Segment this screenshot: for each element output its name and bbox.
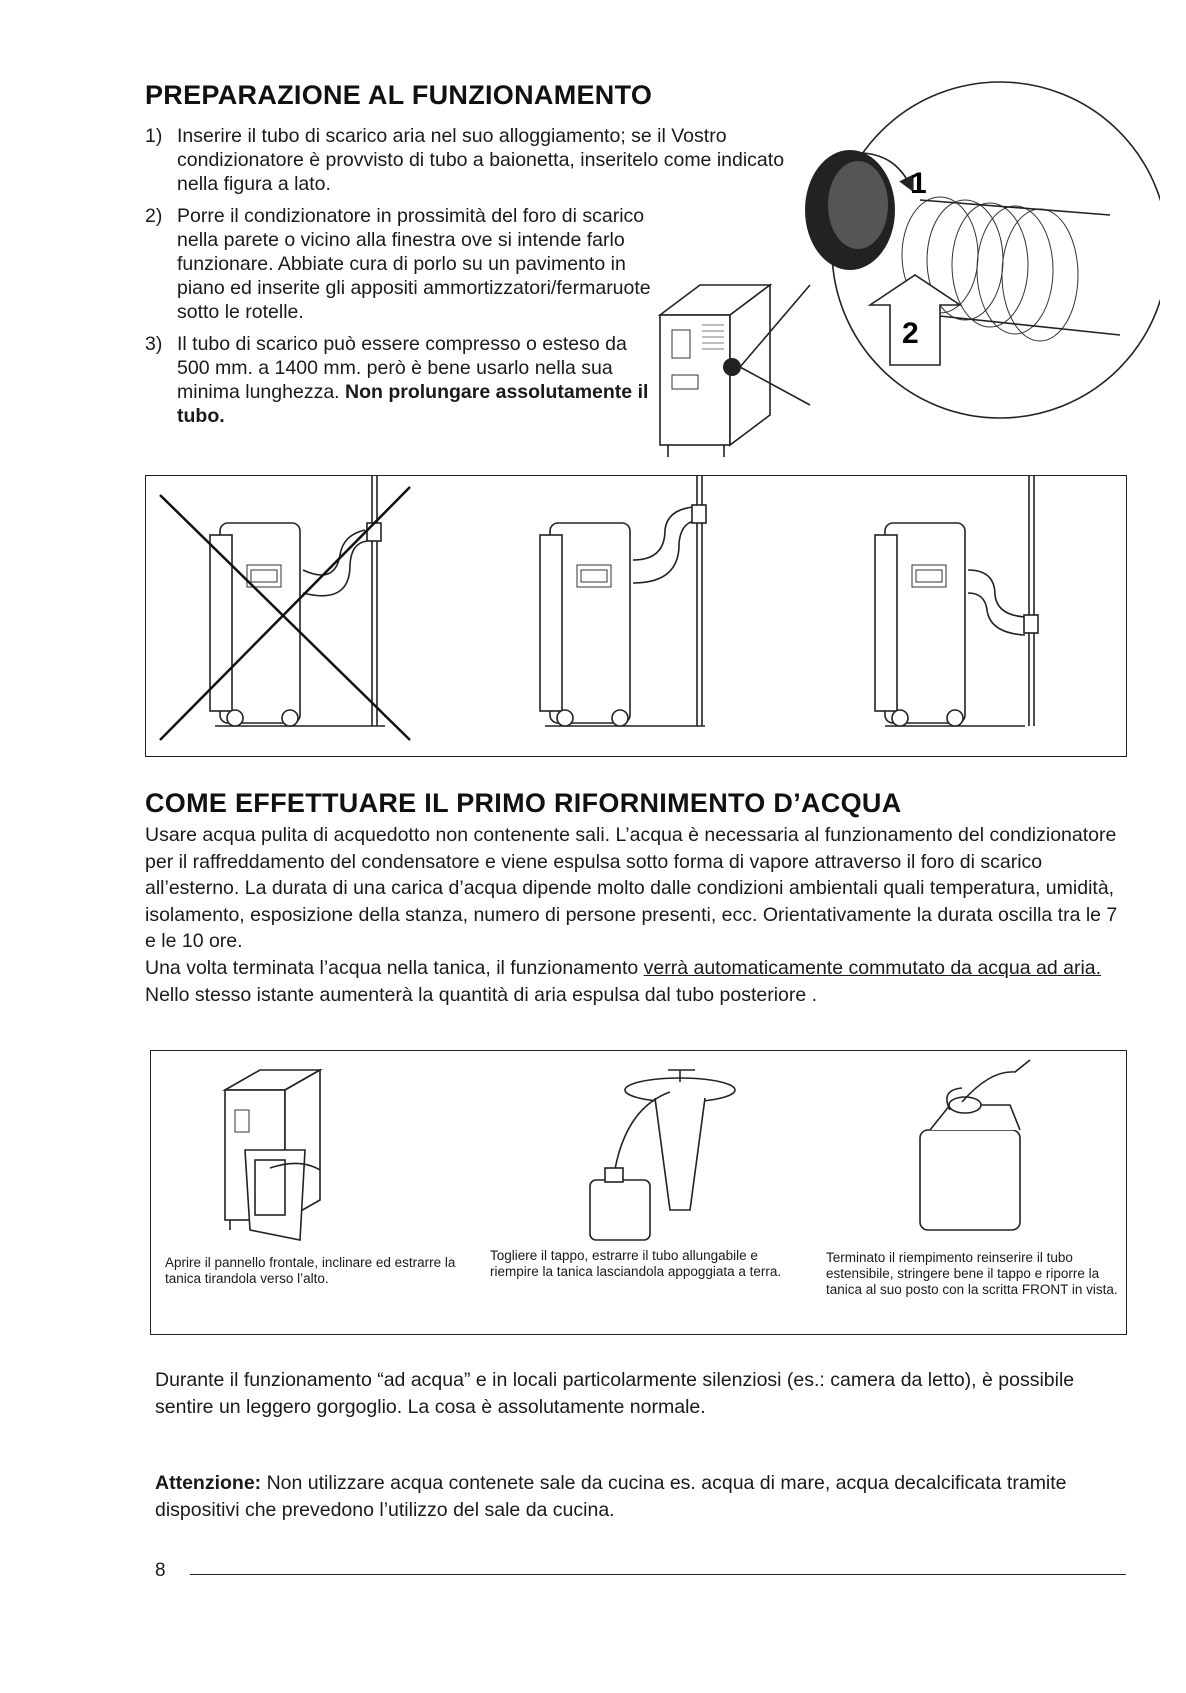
- fill-tank-figure: [590, 1070, 735, 1240]
- auto-switch-paragraph: [145, 955, 1123, 1008]
- hose-installation-illustration: [640, 75, 1160, 465]
- section-title-preparazione: PREPARAZIONE AL FUNZIONAMENTO: [145, 80, 653, 110]
- step-number: 2): [145, 205, 163, 227]
- step-warning-bold: Non prolungare assolutamente il tubo.: [177, 381, 649, 427]
- close-tank-figure: [920, 1060, 1030, 1230]
- tank-step-caption-1: Aprire il pannello frontale, inclinare ed estrarre la tanica tirandola verso l’alto.: [165, 1255, 456, 1286]
- setup-step-3: [145, 332, 657, 428]
- tank-step-caption-3: Terminato il riempimento reinserire il tubo estensibile, stringere bene il tappo e riporre la tanica al suo posto con la scritta FRONT in vista.: [826, 1250, 1118, 1297]
- tank-step-caption-2: Togliere il tappo, estrarre il tubo allungabile e riempire la tanica lasciandola appoggiata a terra.: [490, 1248, 782, 1279]
- tank-procedure-illustrations: [150, 1050, 1127, 1260]
- installation-positions-illustration: [145, 475, 1127, 757]
- warning-text: Non utilizzare acqua contenete sale da cucina es. acqua di mare, acqua decalcificata tramite dispositivi che prevedono l’utilizzo del sale da cucina.: [155, 1472, 1067, 1521]
- arrow-label-2: 2: [902, 317, 919, 350]
- open-panel-figure: [225, 1070, 320, 1240]
- step-number: 1): [145, 125, 163, 147]
- water-usage-paragraph: Usare acqua pulita di acquedotto non contenente sali. L’acqua è necessaria al funzionamento del condizionatore per il raffreddamento del condensatore e viene espulsa sotto forma di vapore attraverso il foro di scarico all’esterno. La durata di una carica d’acqua dipende molto dalle condizioni ambientali quali temperatura, umidità, isolamento, esposizione della stanza, numero di persone presenti, ecc. Orientativamente la durata oscilla tra le 7 e le 10 ore.: [145, 824, 1118, 952]
- correct-position-figure-2: [875, 475, 1038, 726]
- salt-warning: [155, 1470, 1123, 1523]
- setup-step-2: [145, 204, 657, 324]
- step-text: Il tubo di scarico può essere compresso o esteso da 500 mm. a 1400 mm. però è bene usarlo nella sua minima lunghezza.: [177, 333, 627, 403]
- arrow-label-1: 1: [910, 167, 927, 200]
- page-number: 8: [155, 1560, 166, 1581]
- auto-switch-underlined: verrà automaticamente commutato da acqua ad aria.: [643, 957, 1102, 979]
- step-text: Inserire il tubo di scarico aria nel suo alloggiamento; se il Vostro condizionatore è provvisto di tubo a baionetta, inseritelo come indicato nella figura a lato.: [177, 125, 785, 195]
- step-number: 3): [145, 333, 163, 355]
- wrong-position-figure: [160, 475, 410, 740]
- correct-position-figure-1: [540, 475, 706, 726]
- auto-switch-text-end: Nello stesso istante aumenterà la quantità di aria espulsa dal tubo posteriore .: [145, 983, 818, 1006]
- warning-label: Attenzione:: [155, 1472, 262, 1494]
- air-conditioner-unit: [660, 285, 810, 457]
- step-text: Porre il condizionatore in prossimità del foro di scarico nella parete o vicino alla finestra ove si intende farlo funzionare. Abbiate cura di porlo su un pavimento in piano ed inserite gli appositi ammortizzatori/fermaruote sotto le rotelle.: [177, 205, 651, 323]
- gurgling-note: Durante il funzionamento “ad acqua” e in locali particolarmente silenziosi (es.: camera da letto), è possibile sentire un leggero gorgoglio. La cosa è assolutamente normale.: [155, 1369, 1075, 1418]
- auto-switch-text-start: Una volta terminata l’acqua nella tanica, il funzionamento: [145, 957, 644, 979]
- section-title-rifornimento: COME EFFETTUARE IL PRIMO RIFORNIMENTO D’ACQUA: [145, 788, 902, 818]
- footer-rule: [190, 1574, 1126, 1575]
